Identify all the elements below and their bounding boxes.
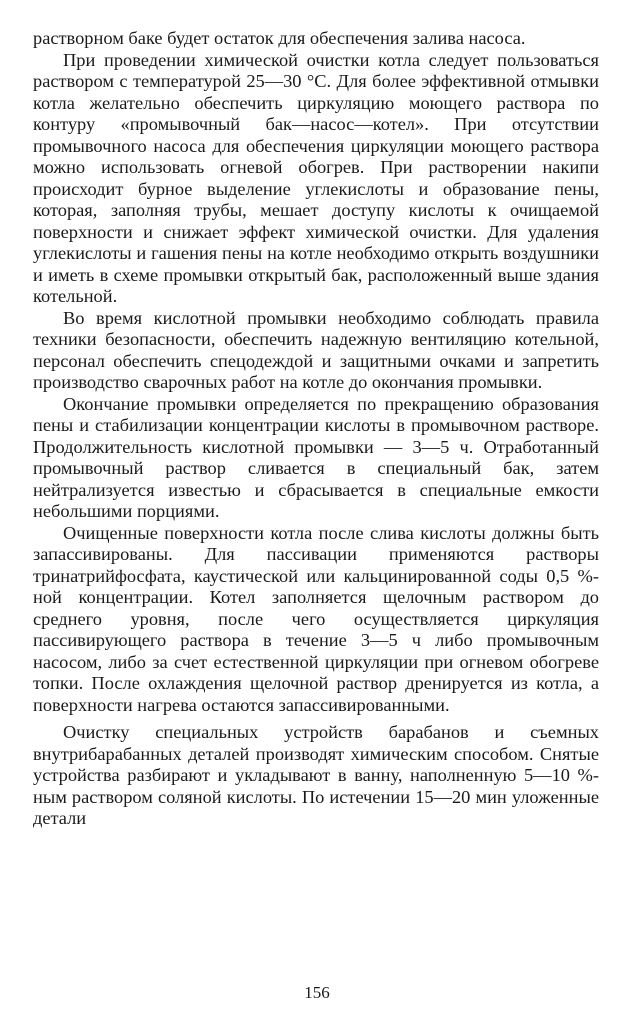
paragraph-safety: Во время кислотной промывки необходимо соблюдать правила техники безопасности, обеспечить надежную вентиляцию котельной, персонал обеспечить спецодеждой и защитными очками и запретить производство сварочных работ на котле до окончания промывки. — [33, 307, 599, 392]
paragraph-end-of-flushing: Окончание промывки определяется по прекращению образования пены и стабилизации концентрации кислоты в промывочном растворе. Продолжительность кислотной промывки — 3—5 ч. Отработанный промывочный раствор сливается в специальный бак, затем нейтрализуется известью и сбрасывается в специальные емкости небольшими порциями. — [33, 393, 599, 521]
paragraph-drum-devices: Очистку специальных устройств барабанов и съемных внутрибарабанных деталей производят химическим способом. Снятые устройства разбирают и укладывают в ванну, наполненную 5—10 %-ным раствором соляной кислоты. По истечении 15—20 мин уложенные детали — [33, 722, 599, 828]
paragraph-passivation: Очищенные поверхности котла после слива кислоты должны быть запассивированы. Для пассивации применяются растворы тринатрийфосфата, каустической или кальцинированной соды 0,5 %-ной концентрации. Котел заполняется щелочным раствором до среднего уровня, после чего осуществляется циркуляция пассивирующего раствора в течение 3—5 ч либо промывочным насосом, либо за счет естественной циркуляции при огневом обогреве топки. После охлаждения щелочной раствор дренируется из котла, а поверхности нагрева остаются запассивированными. — [33, 522, 599, 715]
paragraph-chemical-cleaning: При проведении химической очистки котла следует пользоваться раствором с температурой 25—30 °С. Для более эффективной отмывки котла желательно обеспечить циркуляцию моющего раствора по контуру «промывочный бак—насос—котел». При отсутствии промывочного насоса для обеспечения циркуляции моющего раствора можно использовать огневой обогрев. При растворении накипи происходит бурное выделение углекислоты и образование пены, которая, заполняя трубы, мешает доступу кислоты к очищаемой поверхности и снижает эффект химической очистки. Для удаления углекислоты и гашения пены на котле необходимо открыть воздушники и иметь в схеме промывки открытый бак, расположенный выше здания котельной. — [33, 49, 599, 306]
page-number: 156 — [304, 983, 330, 1002]
paragraph-continuation: растворном баке будет остаток для обеспечения залива насоса. — [33, 28, 526, 48]
body-text — [33, 28, 599, 830]
